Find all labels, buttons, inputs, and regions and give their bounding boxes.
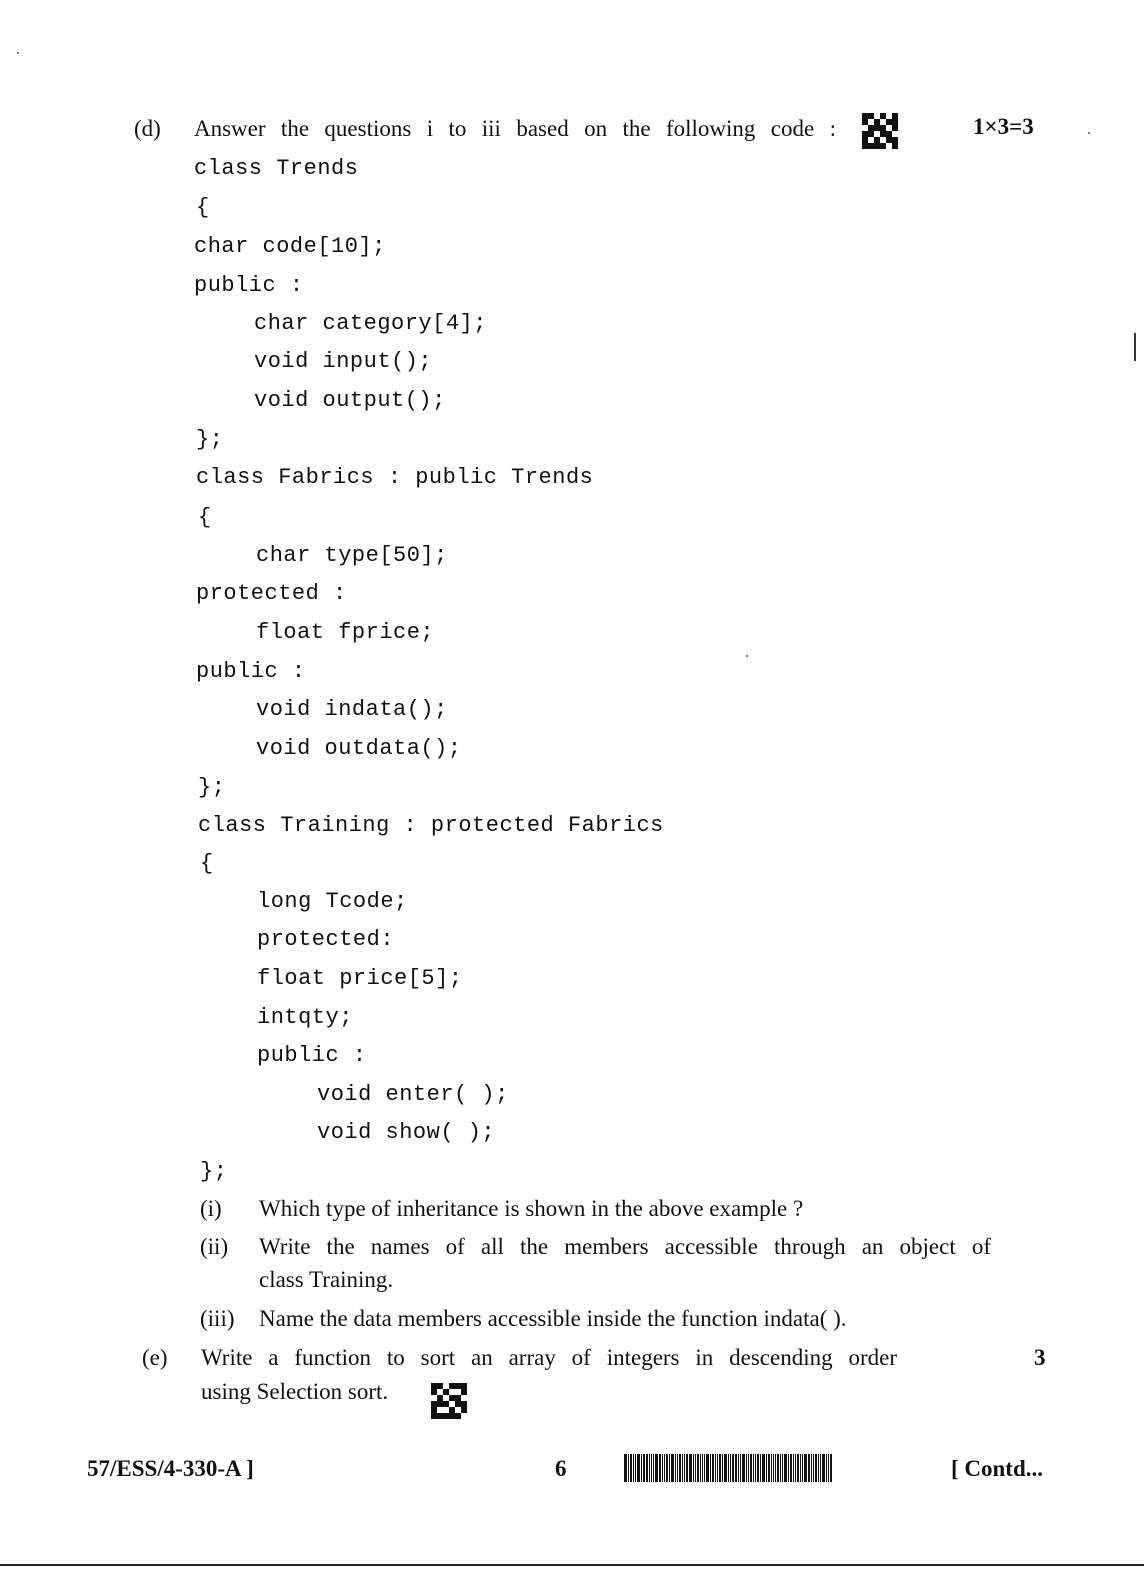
code-line: { bbox=[198, 505, 212, 530]
question-d-marks: 1×3=3 bbox=[973, 114, 1034, 139]
code-line: char category[4]; bbox=[254, 311, 487, 336]
question-e-marks: 3 bbox=[1034, 1345, 1046, 1370]
code-line: void input(); bbox=[254, 349, 433, 374]
code-line: void show( ); bbox=[317, 1120, 496, 1145]
code-line: protected: bbox=[257, 927, 395, 952]
subquestion-text: Which type of inheritance is shown in the above example ? bbox=[259, 1196, 804, 1221]
code-line: void enter( ); bbox=[317, 1082, 509, 1107]
question-e-label: (e) bbox=[142, 1345, 168, 1370]
code-line: void indata(); bbox=[256, 697, 448, 722]
code-line: }; bbox=[198, 775, 226, 800]
bottom-rule bbox=[0, 1564, 1144, 1566]
qr-code-icon bbox=[431, 1383, 467, 1419]
scan-speck bbox=[746, 655, 748, 657]
code-line: { bbox=[196, 195, 210, 220]
contd-label: [ Contd... bbox=[951, 1456, 1044, 1481]
subquestion-number: (ii) bbox=[200, 1234, 229, 1259]
code-line: class Training : protected Fabrics bbox=[198, 813, 664, 838]
code-line: class Trends bbox=[194, 156, 359, 181]
question-e-text: Write a function to sort an array of integers in descending order bbox=[201, 1345, 897, 1370]
paper-code: 57/ESS/4-330-A ] bbox=[87, 1456, 254, 1481]
subquestion-number: (i) bbox=[200, 1196, 222, 1221]
code-line: class Fabrics : public Trends bbox=[196, 465, 594, 490]
question-e-text-continued: using Selection sort. bbox=[201, 1379, 389, 1404]
subquestion-number: (iii) bbox=[200, 1306, 235, 1331]
page-number: 6 bbox=[555, 1456, 567, 1481]
code-line: void outdata(); bbox=[256, 736, 462, 761]
code-line: protected : bbox=[196, 581, 347, 606]
subquestion-text-continued: class Training. bbox=[259, 1267, 394, 1292]
code-line: public : bbox=[196, 659, 306, 684]
code-line: }; bbox=[200, 1159, 228, 1184]
code-line: char type[50]; bbox=[256, 543, 448, 568]
scan-speck bbox=[17, 52, 19, 54]
barcode-icon bbox=[624, 1454, 833, 1482]
code-line: long Tcode; bbox=[257, 889, 408, 914]
code-line: { bbox=[200, 851, 214, 876]
scan-mark bbox=[1134, 333, 1136, 361]
code-line: }; bbox=[196, 427, 224, 452]
code-line: char code[10]; bbox=[194, 234, 386, 259]
code-line: void output(); bbox=[254, 388, 446, 413]
code-line: intqty; bbox=[257, 1005, 353, 1030]
subquestion-text: Name the data members accessible inside the function indata( ). bbox=[259, 1306, 847, 1331]
question-d-prompt: Answer the questions i to iii based on the following code : bbox=[194, 116, 836, 141]
subquestion-text: Write the names of all the members accessible through an object of bbox=[259, 1234, 991, 1259]
question-d-label: (d) bbox=[134, 116, 161, 141]
scan-speck bbox=[1088, 132, 1090, 134]
qr-code-icon bbox=[862, 113, 898, 149]
code-line: public : bbox=[257, 1043, 367, 1068]
code-line: float fprice; bbox=[256, 620, 435, 645]
code-line: float price[5]; bbox=[257, 966, 463, 991]
code-line: public : bbox=[194, 273, 304, 298]
